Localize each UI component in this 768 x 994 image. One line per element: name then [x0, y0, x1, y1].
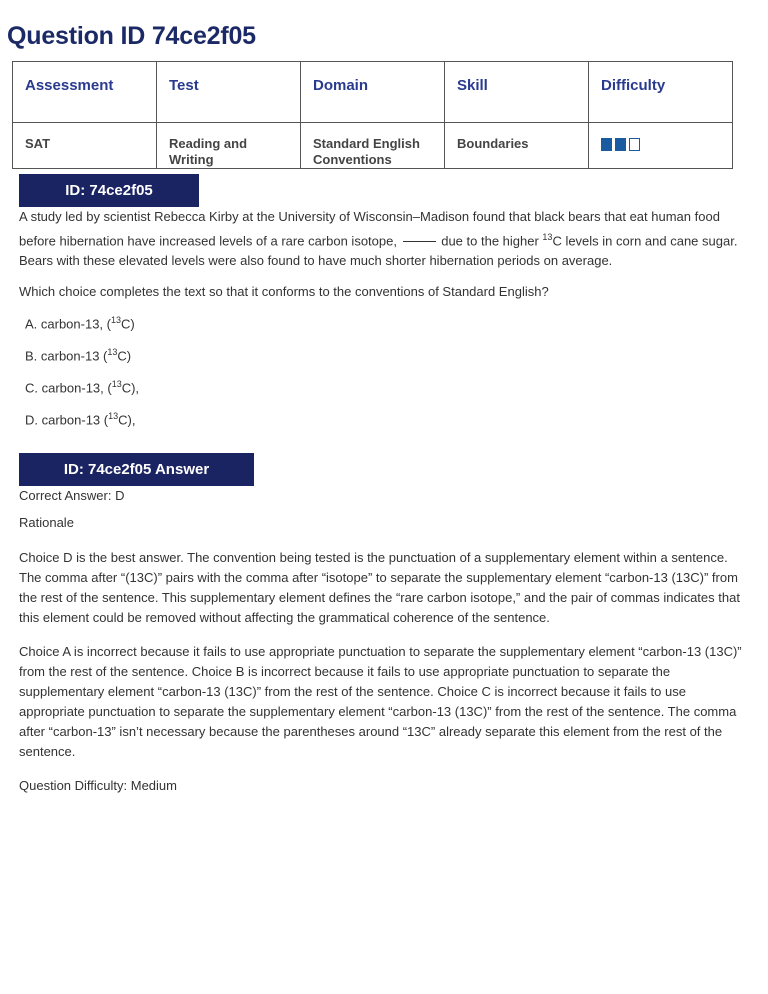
- meta-header-difficulty: Difficulty: [589, 62, 733, 123]
- answer-id-banner: ID: 74ce2f05 Answer: [19, 453, 254, 486]
- choice-a-sup: 13: [111, 315, 122, 325]
- choice-c-text: C. carbon-13, (: [25, 380, 112, 396]
- meta-value-row: [13, 123, 733, 169]
- difficulty-bar-filled: [615, 138, 626, 151]
- meta-difficulty: [589, 123, 733, 169]
- question-passage: [19, 207, 745, 271]
- choice-d-text: D. carbon-13 (: [25, 412, 109, 428]
- question-difficulty: Question Difficulty: Medium: [19, 778, 177, 793]
- isotope-superscript: 13: [542, 232, 553, 242]
- choice-d[interactable]: [25, 405, 139, 437]
- meta-assessment: SAT: [13, 123, 157, 169]
- meta-domain: Standard English Conventions: [301, 123, 445, 169]
- choice-d-sup: 13: [108, 411, 119, 421]
- meta-header-assessment: Assessment: [13, 62, 157, 123]
- choice-b-text: B. carbon-13 (: [25, 348, 108, 364]
- choice-b-suffix: C): [117, 348, 132, 364]
- question-id-banner: ID: 74ce2f05: [19, 174, 199, 207]
- passage-part2-pre: due to the higher: [441, 233, 539, 249]
- meta-header-row: [13, 62, 733, 123]
- passage-part2-post: C levels in corn and cane sugar. Bears with these elevated levels were also found to have much shorter hibernation periods on average.: [19, 233, 738, 269]
- difficulty-bar-empty: [629, 138, 640, 151]
- meta-header-domain: Domain: [301, 62, 445, 123]
- choice-a-suffix: C): [121, 316, 135, 332]
- difficulty-bar-filled: [601, 138, 612, 151]
- rationale-paragraph-2: Choice A is incorrect because it fails to use appropriate punctuation to separate the supplementary element “carbon-13 (13C)” from the rest of the sentence. Choice B is incorrect because it fails to use appropriate punctuation to separate the supplementary element “carbon-13 (13C)” from the rest of the sentence. Choice C is incorrect because it fails to use appropriate punctuation to separate the supplementary element “carbon-13 (13C)” from the rest of the sentence. The comma after “carbon-13” isn’t necessary because the parentheses around “13C” already separate this element from the rest of the sentence.: [19, 644, 742, 759]
- rationale-label: Rationale: [19, 515, 74, 530]
- choice-d-suffix: C),: [118, 412, 136, 428]
- meta-header-skill: Skill: [445, 62, 589, 123]
- choice-a[interactable]: [25, 309, 139, 341]
- answer-choices: [25, 309, 139, 437]
- passage-part1: A study led by scientist Rebecca Kirby at the University of Wisconsin–Madison found that black bears that eat human food before hibernation have increased levels of a rare carbon isotope,: [19, 209, 720, 249]
- page-title: Question ID 74ce2f05: [7, 22, 256, 50]
- rationale-paragraph-1: Choice D is the best answer. The convention being tested is the punctuation of a supplementary element within a sentence. The comma after “(13C)” pairs with the comma after “isotope” to separate the supplementary element “carbon-13 (13C)” from the rest of the sentence. This supplementary element defines the “rare carbon isotope,” and the pair of commas indicates that this element could be removed without affecting the grammatical coherence of the sentence.: [19, 550, 740, 625]
- difficulty-bars-icon: [601, 138, 720, 151]
- meta-test: Reading and Writing: [157, 123, 301, 169]
- choice-a-text: A. carbon-13, (: [25, 316, 111, 332]
- choice-c-suffix: C),: [121, 380, 140, 396]
- choice-c-sup: 13: [111, 379, 122, 389]
- choice-b-sup: 13: [107, 347, 118, 357]
- question-meta-table: [12, 61, 733, 169]
- choice-c[interactable]: [25, 373, 139, 405]
- meta-skill: Boundaries: [445, 123, 589, 169]
- correct-answer: Correct Answer: D: [19, 488, 125, 503]
- question-prompt: Which choice completes the text so that it conforms to the conventions of Standard English?: [19, 284, 549, 299]
- answer-blank: [403, 241, 436, 242]
- choice-b[interactable]: [25, 341, 139, 373]
- meta-header-test: Test: [157, 62, 301, 123]
